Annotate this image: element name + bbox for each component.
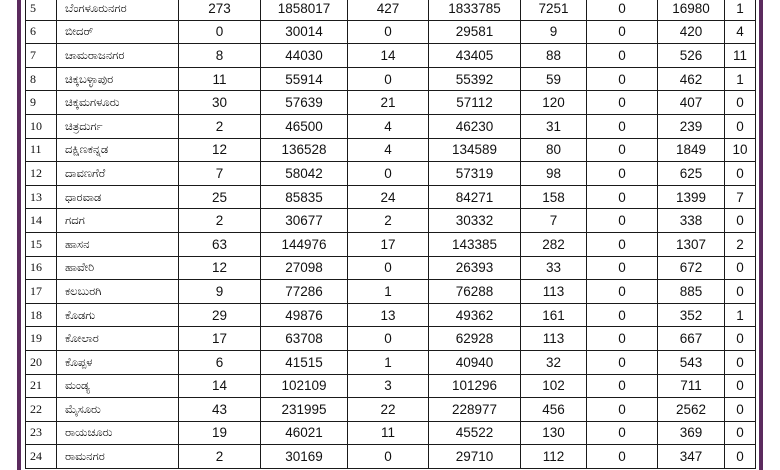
col-7-value-cell: 543 <box>658 350 725 374</box>
table-row <box>26 327 756 351</box>
col-8-value-cell: 0 <box>725 327 756 351</box>
col-8-value-cell: 7 <box>725 185 756 209</box>
col-3-value-cell: 1 <box>348 350 429 374</box>
col-4-value-cell: 49362 <box>429 303 521 327</box>
col-6-value-cell: 0 <box>587 162 658 186</box>
col-3-value-cell: 0 <box>348 256 429 280</box>
col-1-value-cell: 2 <box>179 114 261 138</box>
col-2-value-cell: 136528 <box>261 138 348 162</box>
col-6-value-cell: 0 <box>587 256 658 280</box>
col-5-value-cell: 33 <box>521 256 587 280</box>
col-4-value-cell: 29710 <box>429 445 521 469</box>
col-7-value-cell: 625 <box>658 162 725 186</box>
table-row <box>26 445 756 469</box>
col-2-value-cell: 30677 <box>261 209 348 233</box>
col-8-value-cell: 0 <box>725 374 756 398</box>
col-7-value-cell: 672 <box>658 256 725 280</box>
col-2-value-cell: 30014 <box>261 20 348 44</box>
col-1-value-cell: 2 <box>179 445 261 469</box>
col-4-value-cell: 45522 <box>429 421 521 445</box>
col-5-value-cell: 9 <box>521 20 587 44</box>
col-2-value-cell: 46500 <box>261 114 348 138</box>
col-8-value-cell: 2 <box>725 232 756 256</box>
col-1-value-cell: 0 <box>179 20 261 44</box>
col-3-value-cell: 24 <box>348 185 429 209</box>
district-name-cell: ಚಾಮರಾಜನಗರ <box>57 44 179 68</box>
col-6-value-cell: 0 <box>587 421 658 445</box>
col-7-value-cell: 347 <box>658 445 725 469</box>
table-row <box>26 91 756 115</box>
district-name-cell: ಮೈಸೂರು <box>57 398 179 422</box>
col-7-value-cell: 462 <box>658 67 725 91</box>
district-name-cell: ಕಲಬುರಗಿ <box>57 280 179 304</box>
col-6-value-cell: 0 <box>587 185 658 209</box>
col-1-value-cell: 11 <box>179 67 261 91</box>
col-5-value-cell: 80 <box>521 138 587 162</box>
col-1-value-cell: 2 <box>179 209 261 233</box>
district-name-cell: ಮಂಡ್ಯ <box>57 374 179 398</box>
col-6-value-cell: 0 <box>587 445 658 469</box>
col-4-value-cell: 55392 <box>429 67 521 91</box>
district-name-cell: ಚಿಕ್ಕಮಗಳೂರು <box>57 91 179 115</box>
col-4-value-cell: 101296 <box>429 374 521 398</box>
col-5-value-cell: 456 <box>521 398 587 422</box>
col-1-value-cell: 12 <box>179 256 261 280</box>
page-frame-right-border <box>759 0 763 470</box>
col-8-value-cell: 0 <box>725 421 756 445</box>
serial-number-cell: 17 <box>26 280 57 304</box>
col-7-value-cell: 420 <box>658 20 725 44</box>
col-8-value-cell: 11 <box>725 44 756 68</box>
col-4-value-cell: 1833785 <box>429 0 521 20</box>
table-row <box>26 20 756 44</box>
col-6-value-cell: 0 <box>587 67 658 91</box>
district-name-cell: ಚಿಕ್ಕಬಳ್ಳಾಪುರ <box>57 67 179 91</box>
col-4-value-cell: 134589 <box>429 138 521 162</box>
col-7-value-cell: 352 <box>658 303 725 327</box>
col-2-value-cell: 55914 <box>261 67 348 91</box>
col-6-value-cell: 0 <box>587 303 658 327</box>
col-4-value-cell: 143385 <box>429 232 521 256</box>
serial-number-cell: 6 <box>26 20 57 44</box>
col-4-value-cell: 228977 <box>429 398 521 422</box>
serial-number-cell: 24 <box>26 445 57 469</box>
col-5-value-cell: 113 <box>521 327 587 351</box>
district-name-cell: ದಾವಣಗೆರೆ <box>57 162 179 186</box>
col-4-value-cell: 57319 <box>429 162 521 186</box>
col-2-value-cell: 46021 <box>261 421 348 445</box>
col-5-value-cell: 7 <box>521 209 587 233</box>
col-6-value-cell: 0 <box>587 280 658 304</box>
table-row <box>26 232 756 256</box>
col-3-value-cell: 1 <box>348 280 429 304</box>
col-6-value-cell: 0 <box>587 398 658 422</box>
col-1-value-cell: 12 <box>179 138 261 162</box>
col-1-value-cell: 63 <box>179 232 261 256</box>
serial-number-cell: 11 <box>26 138 57 162</box>
col-3-value-cell: 22 <box>348 398 429 422</box>
col-3-value-cell: 4 <box>348 138 429 162</box>
district-name-cell: ಚಿತ್ರದುರ್ಗ <box>57 114 179 138</box>
col-2-value-cell: 49876 <box>261 303 348 327</box>
table-row <box>26 0 756 20</box>
col-1-value-cell: 14 <box>179 374 261 398</box>
district-name-cell: ರಾಮನಗರ <box>57 445 179 469</box>
col-5-value-cell: 112 <box>521 445 587 469</box>
col-2-value-cell: 85835 <box>261 185 348 209</box>
col-4-value-cell: 29581 <box>429 20 521 44</box>
col-8-value-cell: 1 <box>725 0 756 20</box>
table-row <box>26 44 756 68</box>
district-name-cell: ಬೀದರ್ <box>57 20 179 44</box>
district-name-cell: ರಾಯಚೂರು <box>57 421 179 445</box>
col-8-value-cell: 0 <box>725 445 756 469</box>
col-3-value-cell: 0 <box>348 445 429 469</box>
col-5-value-cell: 102 <box>521 374 587 398</box>
col-4-value-cell: 76288 <box>429 280 521 304</box>
col-1-value-cell: 7 <box>179 162 261 186</box>
col-1-value-cell: 17 <box>179 327 261 351</box>
col-2-value-cell: 1858017 <box>261 0 348 20</box>
col-6-value-cell: 0 <box>587 20 658 44</box>
serial-number-cell: 16 <box>26 256 57 280</box>
col-8-value-cell: 0 <box>725 398 756 422</box>
col-1-value-cell: 25 <box>179 185 261 209</box>
serial-number-cell: 12 <box>26 162 57 186</box>
col-8-value-cell: 0 <box>725 256 756 280</box>
col-7-value-cell: 1849 <box>658 138 725 162</box>
col-4-value-cell: 26393 <box>429 256 521 280</box>
table-body <box>26 0 756 468</box>
serial-number-cell: 10 <box>26 114 57 138</box>
col-2-value-cell: 57639 <box>261 91 348 115</box>
col-3-value-cell: 2 <box>348 209 429 233</box>
col-7-value-cell: 369 <box>658 421 725 445</box>
col-5-value-cell: 7251 <box>521 0 587 20</box>
serial-number-cell: 5 <box>26 0 57 20</box>
district-name-cell: ಕೋಲಾರ <box>57 327 179 351</box>
col-3-value-cell: 0 <box>348 67 429 91</box>
col-1-value-cell: 29 <box>179 303 261 327</box>
col-8-value-cell: 0 <box>725 209 756 233</box>
serial-number-cell: 23 <box>26 421 57 445</box>
col-7-value-cell: 407 <box>658 91 725 115</box>
col-6-value-cell: 0 <box>587 327 658 351</box>
district-name-cell: ಕೊಪ್ಪಳ <box>57 350 179 374</box>
col-5-value-cell: 32 <box>521 350 587 374</box>
col-3-value-cell: 14 <box>348 44 429 68</box>
col-1-value-cell: 19 <box>179 421 261 445</box>
col-1-value-cell: 273 <box>179 0 261 20</box>
col-4-value-cell: 43405 <box>429 44 521 68</box>
col-2-value-cell: 144976 <box>261 232 348 256</box>
col-3-value-cell: 0 <box>348 162 429 186</box>
col-7-value-cell: 885 <box>658 280 725 304</box>
col-1-value-cell: 43 <box>179 398 261 422</box>
serial-number-cell: 9 <box>26 91 57 115</box>
serial-number-cell: 18 <box>26 303 57 327</box>
col-8-value-cell: 1 <box>725 303 756 327</box>
col-4-value-cell: 30332 <box>429 209 521 233</box>
col-6-value-cell: 0 <box>587 44 658 68</box>
district-name-cell: ಧಾರವಾಡ <box>57 185 179 209</box>
col-4-value-cell: 46230 <box>429 114 521 138</box>
col-5-value-cell: 31 <box>521 114 587 138</box>
col-3-value-cell: 3 <box>348 374 429 398</box>
col-2-value-cell: 102109 <box>261 374 348 398</box>
col-3-value-cell: 13 <box>348 303 429 327</box>
col-2-value-cell: 63708 <box>261 327 348 351</box>
col-2-value-cell: 27098 <box>261 256 348 280</box>
table-row <box>26 67 756 91</box>
col-5-value-cell: 88 <box>521 44 587 68</box>
district-name-cell: ಬೆಂಗಳೂರುನಗರ <box>57 0 179 20</box>
serial-number-cell: 13 <box>26 185 57 209</box>
col-3-value-cell: 17 <box>348 232 429 256</box>
district-name-cell: ಗದಗ <box>57 209 179 233</box>
col-8-value-cell: 0 <box>725 114 756 138</box>
col-6-value-cell: 0 <box>587 91 658 115</box>
col-6-value-cell: 0 <box>587 374 658 398</box>
serial-number-cell: 21 <box>26 374 57 398</box>
col-8-value-cell: 0 <box>725 280 756 304</box>
col-5-value-cell: 98 <box>521 162 587 186</box>
col-8-value-cell: 10 <box>725 138 756 162</box>
col-1-value-cell: 30 <box>179 91 261 115</box>
district-name-cell: ಹಾಸನ <box>57 232 179 256</box>
col-4-value-cell: 84271 <box>429 185 521 209</box>
district-name-cell: ಕೊಡಗು <box>57 303 179 327</box>
col-8-value-cell: 0 <box>725 350 756 374</box>
col-7-value-cell: 1399 <box>658 185 725 209</box>
table-row <box>26 398 756 422</box>
col-6-value-cell: 0 <box>587 0 658 20</box>
table-row <box>26 138 756 162</box>
col-6-value-cell: 0 <box>587 350 658 374</box>
col-8-value-cell: 4 <box>725 20 756 44</box>
col-5-value-cell: 113 <box>521 280 587 304</box>
col-6-value-cell: 0 <box>587 114 658 138</box>
col-3-value-cell: 4 <box>348 114 429 138</box>
col-7-value-cell: 338 <box>658 209 725 233</box>
col-3-value-cell: 0 <box>348 327 429 351</box>
table-row <box>26 114 756 138</box>
table-row <box>26 421 756 445</box>
serial-number-cell: 14 <box>26 209 57 233</box>
col-5-value-cell: 161 <box>521 303 587 327</box>
col-1-value-cell: 6 <box>179 350 261 374</box>
table-row <box>26 185 756 209</box>
col-5-value-cell: 158 <box>521 185 587 209</box>
table-row <box>26 162 756 186</box>
table-row <box>26 350 756 374</box>
serial-number-cell: 15 <box>26 232 57 256</box>
col-1-value-cell: 8 <box>179 44 261 68</box>
col-2-value-cell: 44030 <box>261 44 348 68</box>
col-7-value-cell: 16980 <box>658 0 725 20</box>
col-8-value-cell: 1 <box>725 67 756 91</box>
col-4-value-cell: 40940 <box>429 350 521 374</box>
district-data-table <box>25 0 756 469</box>
col-3-value-cell: 11 <box>348 421 429 445</box>
col-2-value-cell: 41515 <box>261 350 348 374</box>
serial-number-cell: 22 <box>26 398 57 422</box>
col-7-value-cell: 667 <box>658 327 725 351</box>
table-row <box>26 280 756 304</box>
col-7-value-cell: 1307 <box>658 232 725 256</box>
col-8-value-cell: 0 <box>725 91 756 115</box>
col-2-value-cell: 30169 <box>261 445 348 469</box>
district-name-cell: ಹಾವೇರಿ <box>57 256 179 280</box>
col-3-value-cell: 0 <box>348 20 429 44</box>
col-6-value-cell: 0 <box>587 232 658 256</box>
col-6-value-cell: 0 <box>587 209 658 233</box>
table-row <box>26 303 756 327</box>
col-2-value-cell: 77286 <box>261 280 348 304</box>
col-8-value-cell: 0 <box>725 162 756 186</box>
col-6-value-cell: 0 <box>587 138 658 162</box>
district-name-cell: ದಕ್ಷಿಣಕನ್ನಡ <box>57 138 179 162</box>
table-row <box>26 209 756 233</box>
col-7-value-cell: 239 <box>658 114 725 138</box>
serial-number-cell: 20 <box>26 350 57 374</box>
col-5-value-cell: 130 <box>521 421 587 445</box>
col-5-value-cell: 120 <box>521 91 587 115</box>
col-7-value-cell: 526 <box>658 44 725 68</box>
serial-number-cell: 8 <box>26 67 57 91</box>
col-4-value-cell: 57112 <box>429 91 521 115</box>
serial-number-cell: 7 <box>26 44 57 68</box>
page-frame-left-border <box>17 0 21 470</box>
col-4-value-cell: 62928 <box>429 327 521 351</box>
col-1-value-cell: 9 <box>179 280 261 304</box>
col-7-value-cell: 2562 <box>658 398 725 422</box>
table-row <box>26 374 756 398</box>
col-7-value-cell: 711 <box>658 374 725 398</box>
col-5-value-cell: 59 <box>521 67 587 91</box>
col-2-value-cell: 231995 <box>261 398 348 422</box>
serial-number-cell: 19 <box>26 327 57 351</box>
col-3-value-cell: 21 <box>348 91 429 115</box>
col-5-value-cell: 282 <box>521 232 587 256</box>
col-3-value-cell: 427 <box>348 0 429 20</box>
col-2-value-cell: 58042 <box>261 162 348 186</box>
table-row <box>26 256 756 280</box>
